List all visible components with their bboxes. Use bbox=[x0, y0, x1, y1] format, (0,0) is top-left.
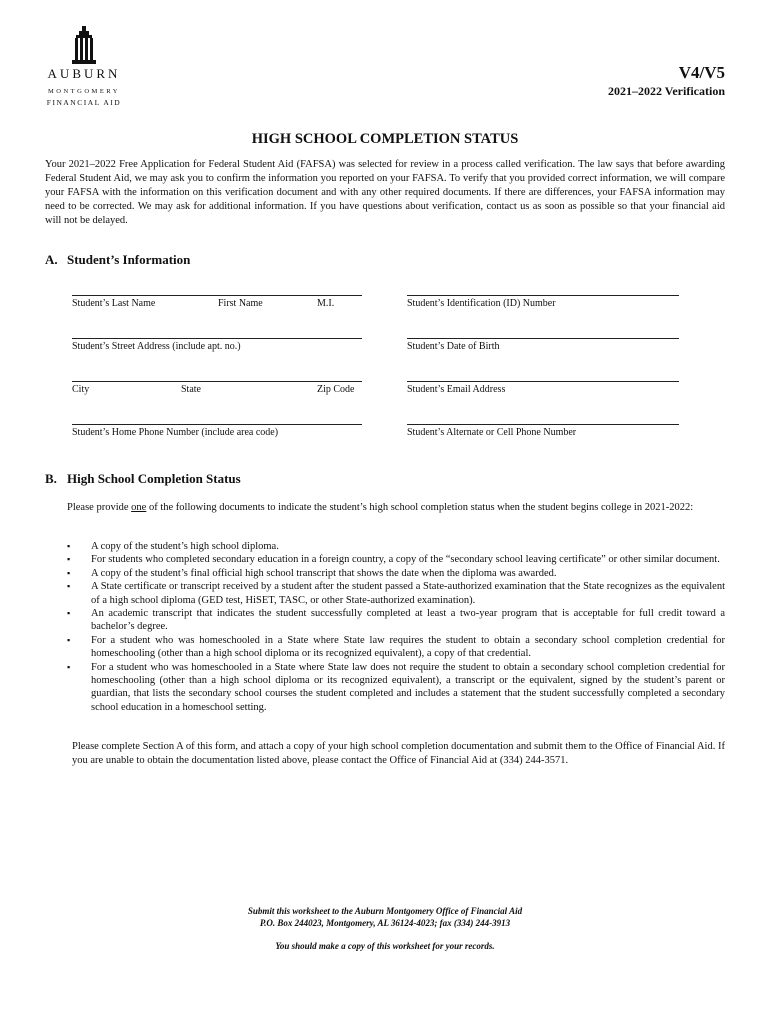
footer-copy-note: You should make a copy of this worksheet for your records. bbox=[275, 941, 495, 951]
home-phone-label: Student’s Home Phone Number (include area code) bbox=[72, 427, 279, 438]
list-item bbox=[67, 607, 725, 634]
section-b-title: High School Completion Status bbox=[67, 471, 241, 486]
alt-phone-field[interactable] bbox=[407, 424, 679, 441]
city-label: City bbox=[72, 384, 90, 395]
bullet-icon: ▪ bbox=[67, 541, 71, 551]
tower-icon bbox=[71, 26, 97, 64]
name-field-row[interactable] bbox=[72, 295, 362, 312]
list-item bbox=[67, 580, 725, 607]
alt-phone-label: Student’s Alternate or Cell Phone Number bbox=[407, 427, 577, 438]
section-b-letter: B. bbox=[45, 471, 57, 486]
form-year: 2021–2022 Verification bbox=[608, 84, 725, 98]
form-code: V4/V5 bbox=[678, 63, 725, 82]
bullet-icon: ▪ bbox=[67, 581, 71, 592]
logo-office: FINANCIAL AID bbox=[46, 98, 122, 107]
bullet-icon: ▪ bbox=[67, 567, 71, 578]
list-item bbox=[67, 634, 725, 661]
state-label: State bbox=[181, 384, 201, 395]
last-name-label: Student’s Last Name bbox=[72, 298, 156, 309]
list-item bbox=[67, 540, 725, 553]
email-label: Student’s Email Address bbox=[407, 384, 506, 395]
bullet-icon: ▪ bbox=[67, 554, 71, 565]
email-field[interactable] bbox=[407, 381, 679, 398]
logo-campus: MONTGOMERY bbox=[48, 88, 120, 95]
date-of-birth-label: Student’s Date of Birth bbox=[407, 341, 500, 352]
acceptable-documents-list bbox=[67, 540, 725, 714]
instructions-text-end: of the following documents to indicate the student’s high school completion status when the student begins college in 2021-2022: bbox=[146, 502, 694, 513]
student-id-label: Student’s Identification (ID) Number bbox=[407, 298, 556, 309]
section-a-title: Student’s Information bbox=[67, 252, 191, 267]
student-id-field[interactable] bbox=[407, 295, 679, 312]
bullet-icon: ▪ bbox=[67, 661, 71, 672]
closing-paragraph: Please complete Section A of this form, and attach a copy of your high school completion documentation and submit them to the Office of Financial Aid. If you are unable to obtain the documentation listed above, please contact the Office of Financial Aid at (334) 244-3571. bbox=[72, 741, 725, 766]
instructions-text-start: Please provide bbox=[67, 502, 132, 513]
list-item-text: An academic transcript that indicates the student successfully completed at least a two-year program that is acceptable for full credit toward a bachelor’s degree. bbox=[91, 608, 725, 633]
bullet-icon: ▪ bbox=[67, 634, 71, 645]
list-item-text: For students who completed secondary education in a foreign country, a copy of the “secondary school leaving certificate” or other similar document. bbox=[91, 554, 720, 566]
home-phone-field[interactable] bbox=[72, 424, 362, 441]
mi-label: M.I. bbox=[317, 298, 335, 309]
list-item-text: For a student who was homeschooled in a State where State law does not require the student to obtain a secondary school completion credential for homeschooling (other than a high school diploma or its recognized equivalent), a transcript or the equivalent, signed by the student’s parent or guardian, that lists the secondary school courses the student completed and includes a statement that the student successfully completed a secondary school education in a homeschool setting. bbox=[91, 661, 725, 713]
institution-logo bbox=[36, 26, 132, 107]
list-item bbox=[67, 553, 725, 566]
section-a-heading bbox=[45, 252, 190, 268]
first-name-label: First Name bbox=[218, 298, 263, 309]
intro-paragraph: Your 2021–2022 Free Application for Federal Student Aid (FAFSA) was selected for review in a process called verification. The law says that before awarding Federal Student Aid, we may ask you to confirm the information you reported on your FAFSA. To verify that you provided correct information, we will compare your FAFSA with the information on this verification document and with any other required documents. If there are differences, your FAFSA information may need to be corrected. We may ask for additional information. If you have questions about verification, contact us as soon as possible so that your financial aid will not be delayed. bbox=[45, 159, 725, 226]
list-item-text: A copy of the student’s final official high school transcript that shows the date when the diploma was awarded. bbox=[91, 567, 557, 579]
section-a-letter: A. bbox=[45, 252, 58, 267]
section-b-heading bbox=[45, 471, 241, 487]
list-item-text: For a student who was homeschooled in a State where State law requires the student to obtain a secondary school completion credential for homeschooling (other than a high school diploma or its recognized equivalent), a copy of that credential. bbox=[91, 634, 725, 660]
list-item-text: A copy of the student’s high school diploma. bbox=[91, 541, 279, 552]
list-item bbox=[67, 567, 725, 580]
footer-submit-line: Submit this worksheet to the Auburn Montgomery Office of Financial Aid bbox=[247, 906, 523, 916]
list-item-text: A State certificate or transcript received by a student after the student passed a State-authorized examination that the State recognizes as the equivalent of a high school diploma (GED test, HiSET, TASC, or other State-authorized examination). bbox=[91, 581, 725, 606]
city-state-zip-field-row[interactable] bbox=[72, 381, 362, 398]
logo-org-name: AUBURN bbox=[47, 66, 121, 81]
street-address-label: Student’s Street Address (include apt. no.) bbox=[72, 341, 241, 352]
instructions-underlined-one: one bbox=[131, 502, 147, 513]
document-title: HIGH SCHOOL COMPLETION STATUS bbox=[251, 131, 519, 147]
street-address-field[interactable] bbox=[72, 338, 362, 355]
section-b-instructions bbox=[67, 501, 725, 515]
bullet-icon: ▪ bbox=[67, 608, 71, 619]
date-of-birth-field[interactable] bbox=[407, 338, 679, 355]
list-item bbox=[67, 661, 725, 715]
footer-address-line: P.O. Box 244023, Montgomery, AL 36124-4023; fax (334) 244-3913 bbox=[259, 918, 511, 928]
zip-label: Zip Code bbox=[317, 384, 355, 395]
